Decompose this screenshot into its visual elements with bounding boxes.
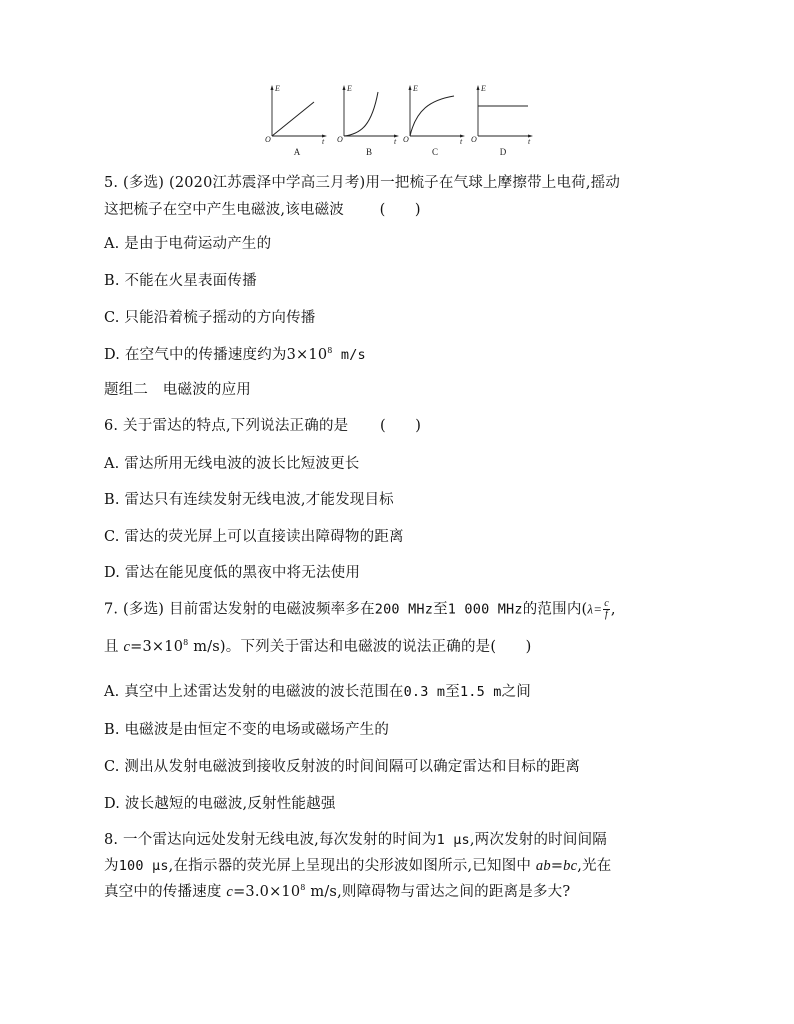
q5-option-a: A. 是由于电荷运动产生的 xyxy=(104,236,272,252)
q7-c-value: =3×10 xyxy=(130,639,184,655)
q7-comma: , xyxy=(610,601,616,618)
graph-b-curve xyxy=(344,92,378,136)
graph-b-e-label: E xyxy=(347,84,352,93)
q8-line2-mid: ,在指示器的荧光屏上呈现出的尖形波如图所示,已知图中 xyxy=(168,858,536,874)
graph-a-t-label: t xyxy=(322,137,325,146)
q5-stem-line2 xyxy=(104,200,421,220)
q5-option-d-text: D. 在空气中的传播速度约为3×10 xyxy=(104,347,328,363)
q8-pulse-duration: 1 μs xyxy=(436,832,470,848)
graph-b xyxy=(334,80,404,160)
q6-option-b: B. 雷达只有连续发射无线电波,才能发现目标 xyxy=(104,492,394,508)
q5-option-d-exponent: 8 xyxy=(327,346,333,355)
graph-b-label: B xyxy=(365,147,372,157)
graph-a-e-label: E xyxy=(275,84,280,93)
q6-option-c: C. 雷达的荧光屏上可以直接读出障碍物的距离 xyxy=(104,529,404,545)
graph-d-t-label: t xyxy=(528,137,531,146)
graph-d-plot xyxy=(468,80,538,146)
graph-c-curve xyxy=(410,96,454,136)
q6-stem xyxy=(104,416,421,436)
q7-freq-high: 1 000 MHz xyxy=(447,601,523,618)
q8-line1-text: 8. 一个雷达向远处发射无线电波,每次发射的时间为 xyxy=(104,832,437,848)
q7-option-a-to: 至 xyxy=(445,684,460,700)
graph-a-plot xyxy=(262,80,332,146)
q8-line1-rest: ,两次发射的时间间隔 xyxy=(469,832,607,848)
graph-c-t-label: t xyxy=(460,137,463,146)
graph-a-curve xyxy=(272,102,314,136)
q7-option-a-min: 0.3 m xyxy=(403,684,446,700)
graph-b-plot xyxy=(334,80,404,146)
q7-stem-text: 7. (多选) 目前雷达发射的电磁波频率多在 xyxy=(104,601,375,618)
q5-option-b: B. 不能在火星表面传播 xyxy=(104,273,257,289)
q7-fraction-denominator: f xyxy=(605,609,609,620)
graph-d xyxy=(468,80,538,160)
q7-line2-prefix: 且 xyxy=(104,639,124,655)
q7-fraction-numerator: c xyxy=(604,598,609,609)
q7-stem-line1 xyxy=(104,599,616,620)
q5-answer-blank: ( ) xyxy=(379,202,421,218)
q7-stem-line2 xyxy=(104,637,532,657)
q7-line2-rest: m/s)。下列关于雷达和电磁波的说法正确的是( ) xyxy=(188,639,532,655)
q8-line3-rest: m/s,则障碍物与雷达之间的距离是多大? xyxy=(305,884,571,900)
graph-d-e-label: E xyxy=(481,84,486,93)
graph-b-origin-label: O xyxy=(337,135,343,144)
q7-option-b: B. 电磁波是由恒定不变的电场或磁场产生的 xyxy=(104,722,390,738)
option-graphs xyxy=(262,80,542,160)
section-heading-group2: 题组二 电磁波的应用 xyxy=(104,382,251,398)
graph-c-e-label: E xyxy=(413,84,418,93)
q8-bc: bc xyxy=(563,858,578,874)
q7-c-variable: c xyxy=(123,639,131,655)
q6-option-d: D. 雷达在能见度低的黑夜中将无法使用 xyxy=(104,565,361,581)
q7-option-d: D. 波长越短的电磁波,反射性能越强 xyxy=(104,796,336,812)
graph-a-label: A xyxy=(293,147,301,157)
graph-c xyxy=(400,80,470,160)
q8-stem-line2 xyxy=(104,856,611,876)
graph-d-origin-label: O xyxy=(471,135,477,144)
q7-option-c: C. 测出从发射电磁波到接收反射波的时间间隔可以确定雷达和目标的距离 xyxy=(104,759,581,775)
q8-c-value: =3.0×10 xyxy=(233,884,301,900)
q8-line2-rest: ,光在 xyxy=(577,858,612,874)
q6-answer-blank: ( ) xyxy=(379,418,422,434)
graph-c-label: C xyxy=(431,147,438,157)
q5-option-c: C. 只能沿着梳子摇动的方向传播 xyxy=(104,310,316,326)
q6-stem-text: 6. 关于雷达的特点,下列说法正确的是 xyxy=(104,418,349,434)
q7-option-a xyxy=(104,682,531,702)
q8-stem-line1 xyxy=(104,830,607,850)
graph-a-origin-label: O xyxy=(265,135,271,144)
q8-line2-text: 为 xyxy=(104,858,119,874)
q7-option-a-end: 之间 xyxy=(501,684,531,700)
q7-freq-low: 200 MHz xyxy=(374,601,434,618)
q6-option-a: A. 雷达所用无线电波的波长比短波更长 xyxy=(104,456,360,472)
graph-c-origin-label: O xyxy=(403,135,409,144)
q8-pulse-interval: 100 μs xyxy=(118,858,169,874)
q8-equals: = xyxy=(550,858,564,874)
graph-a xyxy=(262,80,332,160)
graph-b-t-label: t xyxy=(394,137,397,146)
q8-c-exponent: 8 xyxy=(300,883,306,892)
q7-range-text: 的范围内( xyxy=(522,601,588,618)
q7-option-a-max: 1.5 m xyxy=(459,684,502,700)
q7-to: 至 xyxy=(433,601,448,618)
q8-line3-text: 真空中的传播速度 xyxy=(104,884,227,900)
q5-option-d-unit: m/s xyxy=(332,347,366,363)
q7-lambda: λ= xyxy=(587,601,603,617)
q8-ab: ab xyxy=(535,858,551,874)
graph-c-plot xyxy=(400,80,470,146)
q7-c-exponent: 8 xyxy=(183,638,189,647)
q7-option-a-text: A. 真空中上述雷达发射的电磁波的波长范围在 xyxy=(104,684,404,700)
q7-formula-fraction xyxy=(603,599,610,620)
graph-d-label: D xyxy=(499,147,507,157)
q5-option-d xyxy=(104,345,366,365)
q8-c-variable: c xyxy=(226,884,234,900)
q8-stem-line3 xyxy=(104,882,570,902)
q5-stem-text: 这把梳子在空中产生电磁波,该电磁波 xyxy=(104,202,345,218)
q5-stem-line1: 5. (多选) (2020江苏震泽中学高三月考)用一把梳子在气球上摩擦带上电荷,摇动 xyxy=(104,175,621,191)
